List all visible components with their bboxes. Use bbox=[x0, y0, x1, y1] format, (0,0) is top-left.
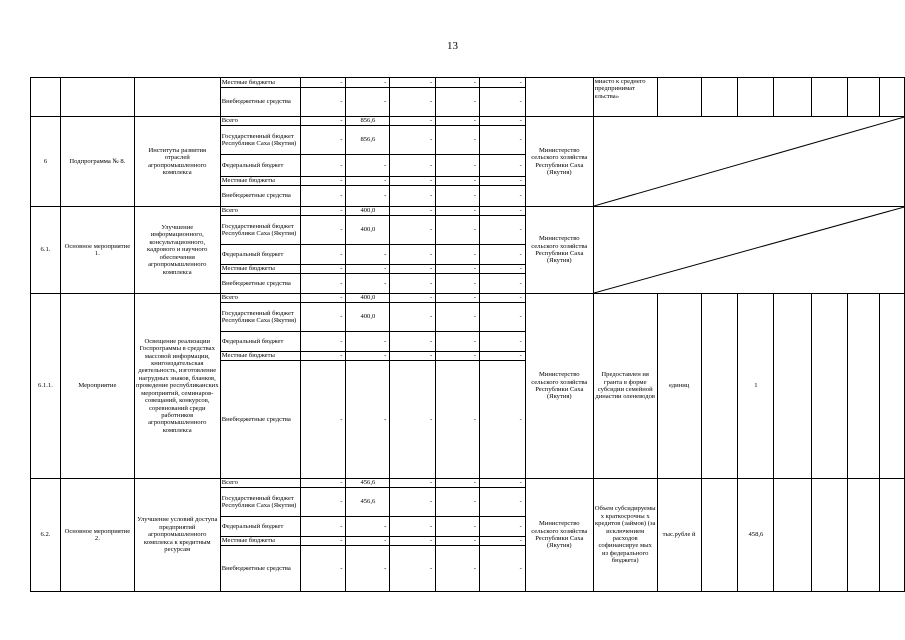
row-type: Подпрограмма № 8. bbox=[60, 117, 134, 207]
page-number: 13 bbox=[447, 40, 458, 52]
empty-crossed-cell bbox=[593, 207, 904, 294]
source-label: Внебюджетные средства bbox=[220, 88, 300, 117]
table-row: 6.2. Основное мероприятие 2. Улучшение условий доступа предприятий агропромышленного комплекса к кредитным ресурсам Всего - 456,6 - - - Министерство сельского хозяйства Республики Саха (Якутия) Объем субсидируемы х краткосрочны х кредитов (займов) (за исключением расходов софинансируе мых из федерального бюджета) тыс.рубле й 458,6 bbox=[31, 479, 905, 488]
table-row: Местные бюджеты - - - - - bbox=[31, 537, 905, 546]
table-row: Государственный бюджет Республики Саха (Якутия) - 400,0 - - - bbox=[31, 303, 905, 332]
table-row: Внебюджетные средства - - - - - bbox=[31, 274, 905, 294]
table-row: Государственный бюджет Республики Саха (Якутия) - 400,0 - - - bbox=[31, 216, 905, 245]
amount: 856,6 bbox=[346, 126, 390, 155]
unit-cell: тыс.рубле й bbox=[657, 479, 701, 592]
table-row: Внебюджетные средства - - - - - bbox=[31, 88, 905, 117]
row-type: Основное мероприятие 1. bbox=[60, 207, 134, 294]
amount: 456,6 bbox=[346, 488, 390, 517]
amount: 400,0 bbox=[346, 294, 390, 303]
table-row: Государственный бюджет Республики Саха (Якутия) - 856,6 - - - bbox=[31, 126, 905, 155]
table-row: 6.1. Основное мероприятие 1. Улучшение информационного, консультационного, кадрового и научного обеспечения агропромышленного комплекса Всего - 400,0 - - - Министерство сельского хозяйства Республики Саха (Якутия) bbox=[31, 207, 905, 216]
amount: 400,0 bbox=[346, 303, 390, 332]
table-row: Внебюджетные средства - - - - - bbox=[31, 186, 905, 207]
table-row: Внебюджетные средства - - - - - bbox=[31, 546, 905, 592]
amount: 456,6 bbox=[346, 479, 390, 488]
program-table bbox=[30, 77, 905, 592]
row-name: Улучшение условий доступа предприятий агропромышленного комплекса к кредитным ресурсам bbox=[134, 479, 220, 592]
row-number: 6 bbox=[31, 117, 61, 207]
indicator-cell: Объем субсидируемы х краткосрочны х кредитов (займов) (за исключением расходов софинансируе мых из федерального бюджета) bbox=[593, 479, 657, 592]
amount: 400,0 bbox=[346, 216, 390, 245]
table-row: Местные бюджеты - - - - - миасто к среднего предпринимат ельства» bbox=[31, 78, 905, 88]
executor: Министерство сельского хозяйства Республики Саха (Якутия) bbox=[525, 207, 593, 294]
target-value: 458,6 bbox=[738, 479, 774, 592]
table-row: Государственный бюджет Республики Саха (Якутия) - 456,6 - - - bbox=[31, 488, 905, 517]
table-row: 6 Подпрограмма № 8. Институты развития отраслей агропромышленного комплекса Всего - 856,6 - - - Министерство сельского хозяйства Республики Саха (Якутия) bbox=[31, 117, 905, 126]
table-row: Федеральный бюджет - - - - - bbox=[31, 245, 905, 265]
row-number: 6.1.1. bbox=[31, 294, 61, 479]
table-row: Федеральный бюджет - - - - - bbox=[31, 155, 905, 177]
table-row: Внебюджетные средства - - - - - bbox=[31, 361, 905, 479]
row-type: Основное мероприятие 2. bbox=[60, 479, 134, 592]
indicator-cell: Предоставлен ия гранта в форме субсидии семейной династии оленеводов bbox=[593, 294, 657, 479]
executor: Министерство сельского хозяйства Республики Саха (Якутия) bbox=[525, 117, 593, 207]
table-row: Местные бюджеты - - - - - bbox=[31, 177, 905, 186]
target-value: 1 bbox=[738, 294, 774, 479]
row-number: 6.2. bbox=[31, 479, 61, 592]
table-row: Федеральный бюджет - - - - - bbox=[31, 517, 905, 537]
empty-crossed-cell bbox=[593, 117, 904, 207]
table-row: Местные бюджеты - - - - - bbox=[31, 352, 905, 361]
indicator-cell: миасто к среднего предпринимат ельства» bbox=[593, 78, 657, 117]
row-name: Улучшение информационного, консультационного, кадрового и научного обеспечения агропромышленного комплекса bbox=[134, 207, 220, 294]
row-name: Освещение реализации Госпрограммы в средствах массовой информации, книгоиздательская деятельность, изготовление нагрудных знаков, бланков, проведение республиканских мероприятий, семинаров-совещаний, конкурсов, соревнований среди работников агропромышленного комплекса bbox=[134, 294, 220, 479]
row-name: Институты развития отраслей агропромышленного комплекса bbox=[134, 117, 220, 207]
table-row: Федеральный бюджет - - - - - bbox=[31, 332, 905, 352]
executor: Министерство сельского хозяйства Республики Саха (Якутия) bbox=[525, 294, 593, 479]
amount: 856,6 bbox=[346, 117, 390, 126]
table-row: Местные бюджеты - - - - - bbox=[31, 265, 905, 274]
executor: Министерство сельского хозяйства Республики Саха (Якутия) bbox=[525, 479, 593, 592]
row-number: 6.1. bbox=[31, 207, 61, 294]
table-row: 6.1.1. Мероприятие Освещение реализации Госпрограммы в средствах массовой информации, книгоиздательская деятельность, изготовление нагрудных знаков, бланков, проведение республиканских мероприятий, семинаров-совещаний, конкурсов, соревнований среди работников агропромышленного комплекса Всего - 400,0 - - - Министерство сельского хозяйства Республики Саха (Якутия) Предоставлен ия гранта в форме субсидии семейной династии оленеводов единиц 1 bbox=[31, 294, 905, 303]
source-label: Местные бюджеты bbox=[220, 78, 300, 88]
row-type: Мероприятие bbox=[60, 294, 134, 479]
amount: 400,0 bbox=[346, 207, 390, 216]
unit-cell: единиц bbox=[657, 294, 701, 479]
